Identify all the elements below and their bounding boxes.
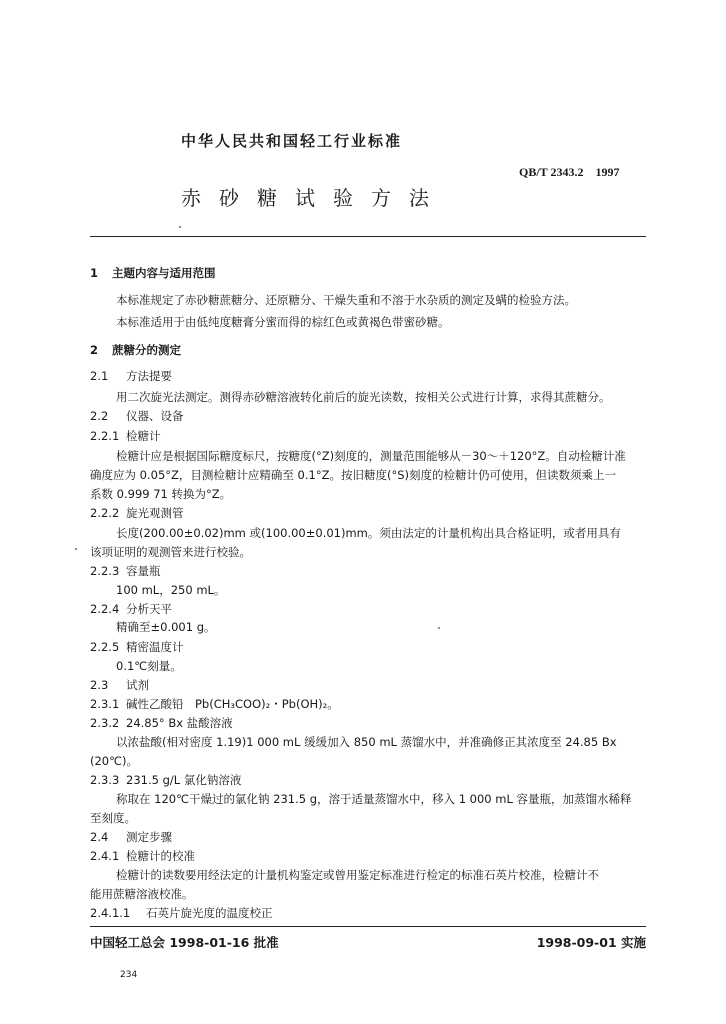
effective-date: 1998-09-01 实施: [536, 935, 646, 950]
paragraph-line: (20℃)。: [90, 754, 139, 768]
subsection-heading: 2.3.3 231.5 g/L 氯化钠溶液: [90, 773, 242, 787]
subsection-heading: 2.2.1 检糖计: [90, 429, 161, 443]
page-number: 234: [120, 970, 138, 980]
footer-rule: [90, 926, 646, 927]
section-2-heading: 2 蔗糖分的测定: [90, 343, 181, 357]
subsection-heading: 2.4.1.1 石英片旋光度的温度校正: [90, 906, 273, 920]
paragraph-line: 系数 0.999 71 转换为°Z。: [90, 487, 232, 501]
paragraph-line: 该项证明的观测管来进行校验。: [90, 545, 251, 559]
subsection-heading: 2.2.2 旋光观测管: [90, 506, 184, 520]
subsection-heading: 2.2.4 分析天平: [90, 602, 172, 616]
paragraph-line: 称取在 120℃干燥过的氯化钠 231.5 g，溶于适量蒸馏水中，移入 1 000 mL 容量瓶，加蒸馏水稀释: [116, 792, 632, 806]
paragraph-line: 确度应为 0.05°Z，目测检糖计应精确至 0.1°Z。按旧糖度(°S)刻度的检糖计仍可使用，但读数须乘上一: [90, 468, 616, 482]
scan-speck: [179, 226, 181, 228]
scan-speck: [75, 548, 77, 550]
subsection-heading: 2.3.2 24.85° Bx 盐酸溶液: [90, 716, 233, 730]
scan-speck: [438, 627, 440, 629]
subsection-heading: 2.2.3 容量瓶: [90, 564, 161, 578]
header-rule: [90, 236, 646, 237]
paragraph-line: 至刻度。: [90, 811, 136, 825]
paragraph-line: 检糖计应是根据国际糖度标尺，按糖度(°Z)刻度的，测量范围能够从－30～＋120°Z。自动检糖计准: [116, 449, 626, 463]
subsection-heading: 2.3.1 碱性乙酸铅 Pb(CH₃COO)₂・Pb(OH)₂。: [90, 697, 339, 711]
paragraph-line: 以浓盐酸(相对密度 1.19)1 000 mL 缓缓加入 850 mL 蒸馏水中，并准确修正其浓度至 24.85 Bx: [116, 735, 617, 749]
paragraph-line: 检糖计的读数要用经法定的计量机构鉴定或曾用鉴定标准进行检定的标准石英片校准，检糖计不: [116, 868, 599, 882]
standard-number: QB/T 2343.2 1997: [519, 165, 620, 179]
approval-date: 中国轻工总会 1998-01-16 批准: [90, 935, 279, 950]
paragraph: 精确至±0.001 g。: [116, 620, 216, 634]
issuing-body: 中华人民共和国轻工行业标准: [181, 132, 403, 150]
subsection-heading: 2.2 仪器、设备: [90, 409, 184, 423]
paragraph: 100 mL，250 mL。: [116, 583, 226, 597]
paragraph: 本标准适用于由低纯度糖膏分蜜而得的棕红色或黄褐色带蜜砂糖。: [116, 315, 450, 329]
document-title: 赤砂糖试验方法: [181, 186, 447, 210]
subsection-heading: 2.1 方法提要: [90, 369, 172, 383]
paragraph-line: 能用蔗糖溶液校准。: [90, 887, 194, 901]
subsection-heading: 2.2.5 精密温度计: [90, 640, 184, 654]
paragraph-line: 长度(200.00±0.02)mm 或(100.00±0.01)mm。须由法定的计量机构出具合格证明，或者用具有: [116, 526, 621, 540]
paragraph: 本标准规定了赤砂糖蔗糖分、还原糖分、干燥失重和不溶于水杂质的测定及螨的检验方法。: [116, 293, 576, 307]
subsection-heading: 2.4 测定步骤: [90, 830, 172, 844]
subsection-heading: 2.4.1 检糖计的校准: [90, 849, 195, 863]
section-1-heading: 1 主题内容与适用范围: [90, 266, 216, 280]
paragraph: 0.1℃刻量。: [116, 659, 182, 673]
subsection-heading: 2.3 试剂: [90, 678, 149, 692]
paragraph: 用二次旋光法测定。测得赤砂糖溶液转化前后的旋光读数，按相关公式进行计算，求得其蔗糖分。: [116, 390, 611, 404]
